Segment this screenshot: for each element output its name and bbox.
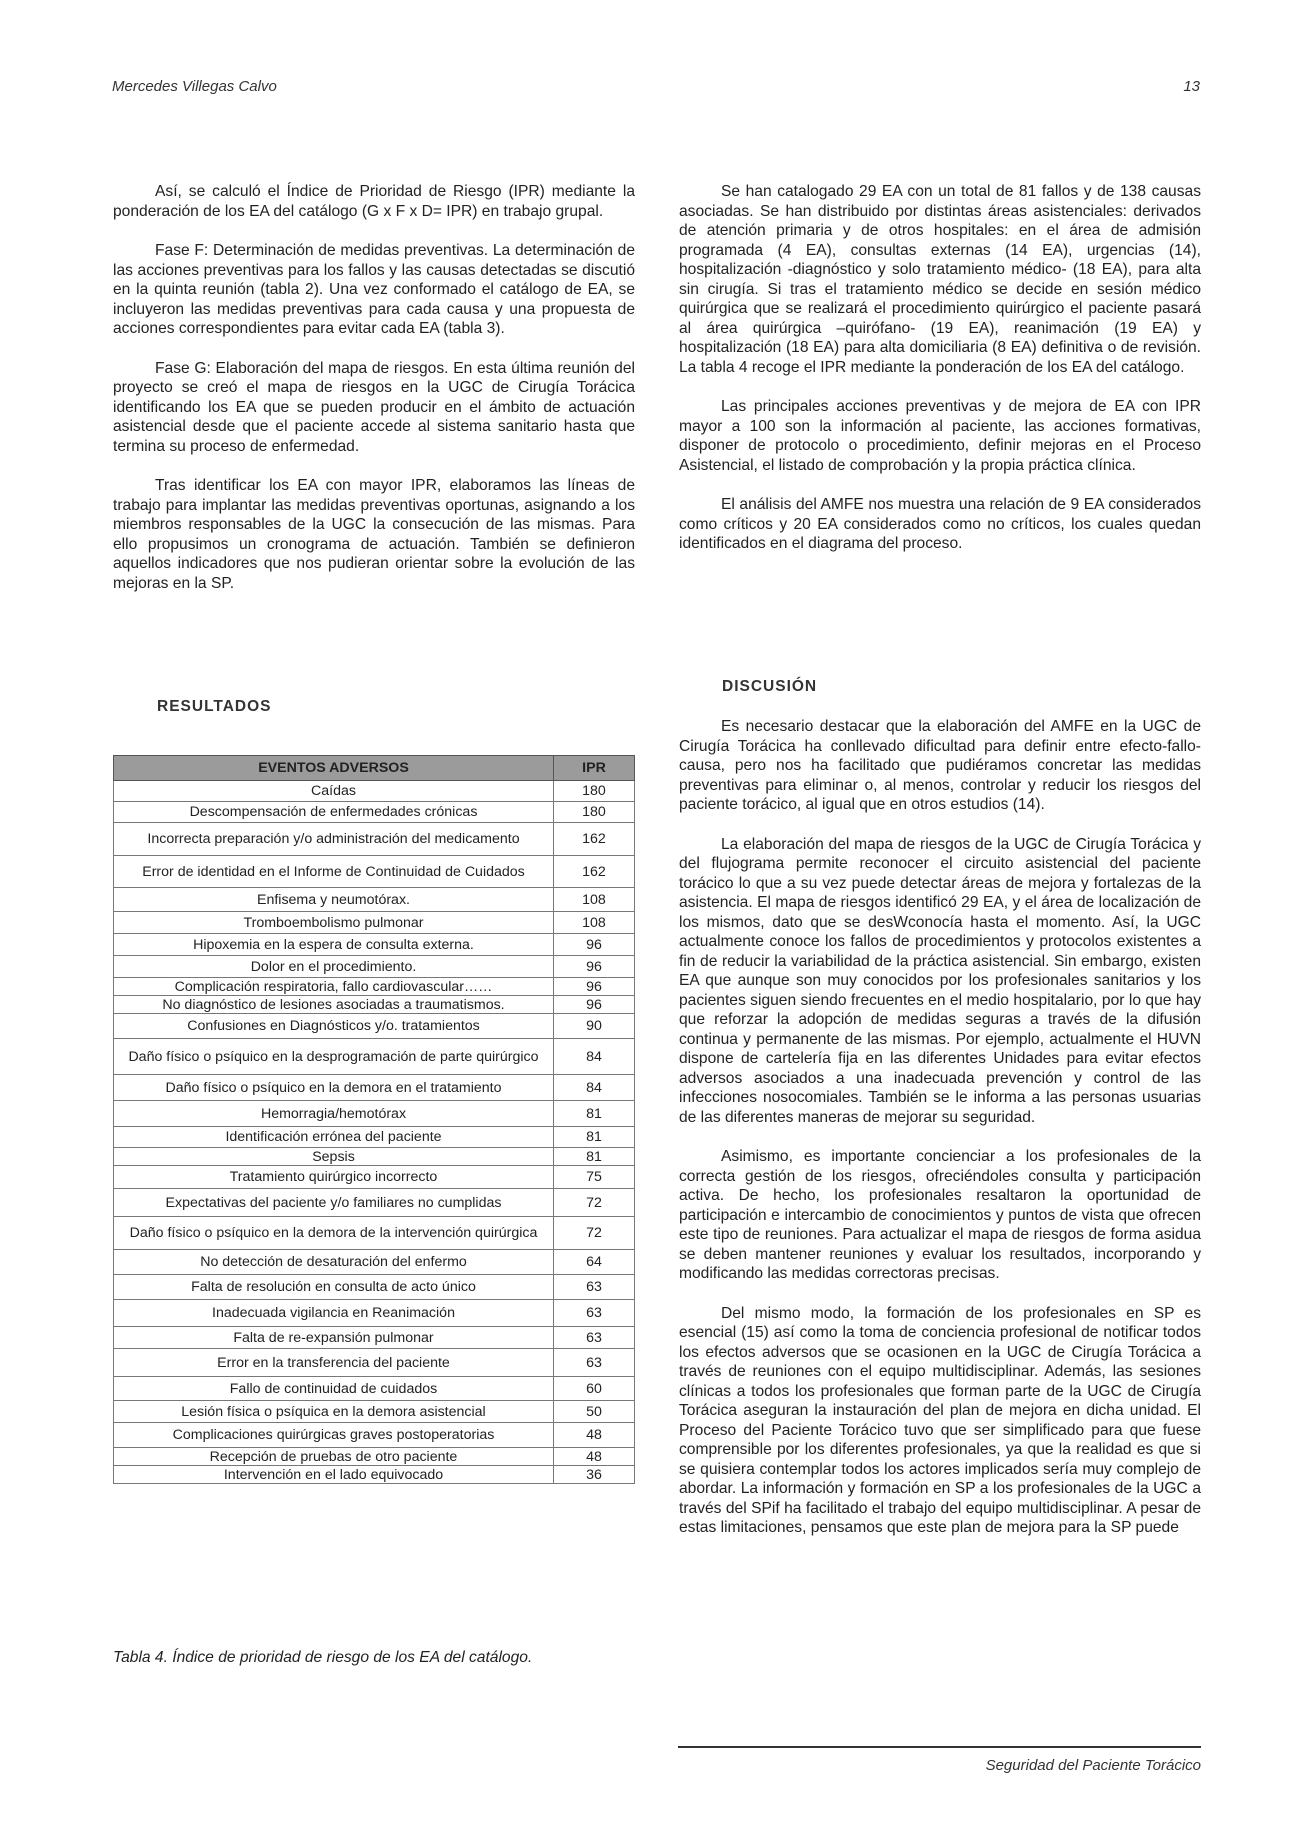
- ipr-cell: 72: [554, 1217, 635, 1250]
- ipr-cell: 90: [554, 1014, 635, 1039]
- running-footer-title: Seguridad del Paciente Torácico: [985, 1757, 1201, 1774]
- event-cell: Dolor en el procedimiento.: [114, 956, 554, 978]
- ipr-cell: 75: [554, 1166, 635, 1189]
- paragraph: Fase G: Elaboración del mapa de riesgos. En esta última reunión del proyecto se creó el mapa de riesgos en la UGC de Cirugía Torácica identificando los EA que se pueden producir en el ámbito de actuación asistencial desde que el paciente accede al sistema sanitario hasta que termina su proceso de enfermedad.: [113, 359, 635, 455]
- event-cell: Inadecuada vigilancia en Reanimación: [114, 1300, 554, 1327]
- page-number: 13: [1183, 78, 1200, 95]
- event-cell: Complicación respiratoria, fallo cardiovascular……: [114, 978, 554, 996]
- event-cell: No detección de desaturación del enfermo: [114, 1250, 554, 1275]
- table-row: [114, 1401, 635, 1423]
- table-row: [114, 1275, 635, 1300]
- paragraph: La elaboración del mapa de riesgos de la UGC de Cirugía Torácica y del flujograma permite reconocer el circuito asistencial del paciente torácico lo que a su vez puede detectar áreas de mejora y fortalezas de la asistencia. El mapa de riesgos identificó 29 EA, y el área de localización de los mismos, dato que se desWconocía hasta el momento. Así, la UGC actualmente conoce los fallos de procedimientos y protocolos existentes a fin de reducir la variabilidad de la práctica asistencial. Sin embargo, existen EA que aunque son muy conocidos por los profesionales sanitarios y los pacientes siguen siendo frecuentes en el medio hospitalario, por lo que hay que reforzar la adopción de medidas seguras a través de la difusión continua y permanente de las mismas. Por ejemplo, actualmente el HUVN dispone de cartelería fija en las diferentes Unidades para evitar efectos adversos asociados a una inadecuada prevención y control de las infecciones nosocomiales. También se le informa a las personas usuarias de las diferentes maneras de mejorar su seguridad.: [679, 835, 1201, 1126]
- table-row: [114, 781, 635, 802]
- section-heading-discusion: DISCUSIÓN: [722, 678, 818, 695]
- table-row: [114, 823, 635, 856]
- table-row: [114, 1448, 635, 1466]
- table-row: [114, 912, 635, 934]
- column-header-ipr: IPR: [554, 756, 635, 781]
- table-row: [114, 1349, 635, 1377]
- paragraph: Tras identificar los EA con mayor IPR, elaboramos las líneas de trabajo para implantar las medidas preventivas oportunas, asignando a los miembros responsables de la UGC la consecución de las mismas. Para ello propusimos un cronograma de actuación. También se definieron aquellos indicadores que nos pudieran orientar sobre la evolución de las mejoras en la SP.: [113, 477, 635, 592]
- event-cell: Tromboembolismo pulmonar: [114, 912, 554, 934]
- ipr-cell: 96: [554, 934, 635, 956]
- event-cell: Identificación errónea del paciente: [114, 1127, 554, 1148]
- table-row: [114, 1148, 635, 1166]
- event-cell: Descompensación de enfermedades crónicas: [114, 802, 554, 823]
- table-caption: Tabla 4. Índice de prioridad de riesgo de los EA del catálogo.: [113, 1649, 533, 1666]
- event-cell: Complicaciones quirúrgicas graves postoperatorias: [114, 1423, 554, 1448]
- paragraph: Es necesario destacar que la elaboración del AMFE en la UGC de Cirugía Torácica ha conllevado dificultad para definir entre efecto-fallo-causa, pero nos ha facilitado que pudiéramos concretar las medidas preventivas para eliminar o, al menos, controlar y reducir los riesgos del paciente torácico, al igual que en otros estudios (14).: [679, 718, 1201, 813]
- ipr-cell: 81: [554, 1148, 635, 1166]
- ipr-cell: 60: [554, 1377, 635, 1401]
- running-header-author: Mercedes Villegas Calvo: [112, 78, 277, 95]
- event-cell: Enfisema y neumotórax.: [114, 888, 554, 912]
- adverse-events-table: [113, 755, 635, 1484]
- event-cell: Tratamiento quirúrgico incorrecto: [114, 1166, 554, 1189]
- table-row: [114, 1217, 635, 1250]
- ipr-cell: 63: [554, 1300, 635, 1327]
- table-row: [114, 1327, 635, 1349]
- ipr-cell: 180: [554, 781, 635, 802]
- ipr-cell: 84: [554, 1039, 635, 1075]
- event-cell: Daño físico o psíquico en la demora de la intervención quirúrgica: [114, 1217, 554, 1250]
- paragraph: Se han catalogado 29 EA con un total de 81 fallos y de 138 causas asociadas. Se han distribuido por distintas áreas asistenciales: derivados de atención primaria y de otros hospitales: en el área de admisión programada (4 EA), consultas externas (14 EA), urgencias (14), hospitalización -diagnóstico y solo tratamiento médico- (18 EA), para alta sin cirugía. Si tras el tratamiento médico se decide en sesión médico quirúrgica que se realizará el procedimiento quirúrgico el paciente pasará al área quirúrgica –quirófano- (19 EA), reanimación (19 EA) y hospitalización (18 EA) para alta domiciliaria (8 EA) definitiva o de revisión. La tabla 4 recoge el IPR mediante la ponderación de los EA del catálogo.: [679, 183, 1201, 376]
- event-cell: Fallo de continuidad de cuidados: [114, 1377, 554, 1401]
- ipr-cell: 96: [554, 978, 635, 996]
- table-row: [114, 1300, 635, 1327]
- section-heading-resultados: RESULTADOS: [157, 698, 272, 715]
- ipr-cell: 84: [554, 1075, 635, 1101]
- table-row: [114, 1166, 635, 1189]
- table-row: [114, 1423, 635, 1448]
- event-cell: Hemorragia/hemotórax: [114, 1101, 554, 1127]
- ipr-cell: 48: [554, 1448, 635, 1466]
- ipr-cell: 162: [554, 823, 635, 856]
- table-header-row: [114, 756, 635, 781]
- table-row: [114, 956, 635, 978]
- footer-rule: [678, 1746, 1201, 1748]
- table-row: [114, 1039, 635, 1075]
- ipr-cell: 108: [554, 888, 635, 912]
- paragraph: Del mismo modo, la formación de los profesionales en SP es esencial (15) así como la toma de conciencia profesional de notificar todos los efectos adversos que se ocasionen en la UGC de Cirugía Torácica a través de reuniones con el equipo multidisciplinar. Además, las sesiones clínicas a todos los profesionales que forman parte de la UGC de Cirugía Torácica aseguran la instauración del plan de mejora en dicha unidad. El Proceso del Paciente Torácico tuvo que ser simplificado para que fuese comprensible por los diferentes profesionales, ya que la realidad es que si se quisiera contemplar todos los actores implicados sería muy complejo de abordar. La información y formación en SP a los profesionales de la UGC a través del SPif ha facilitado el trabajo del equipo multidisciplinar. A pesar de estas limitaciones, pensamos que este plan de mejora para la SP puede: [679, 1304, 1201, 1536]
- event-cell: Sepsis: [114, 1148, 554, 1166]
- event-cell: Hipoxemia en la espera de consulta externa.: [114, 934, 554, 956]
- table-row: [114, 1377, 635, 1401]
- table-row: [114, 934, 635, 956]
- table-body: [114, 781, 635, 1484]
- ipr-cell: 64: [554, 1250, 635, 1275]
- paragraph: Fase F: Determinación de medidas preventivas. La determinación de las acciones preventivas para los fallos y las causas detectadas se discutió en la quinta reunión (tabla 2). Una vez conformado el catálogo de EA, se incluyeron las medidas preventivas para cada causa y una propuesta de acciones correspondientes para evitar cada EA (tabla 3).: [113, 242, 635, 337]
- ipr-cell: 36: [554, 1466, 635, 1484]
- ipr-cell: 63: [554, 1275, 635, 1300]
- table-row: [114, 1101, 635, 1127]
- ipr-cell: 96: [554, 996, 635, 1014]
- table-row: [114, 1014, 635, 1039]
- ipr-cell: 81: [554, 1101, 635, 1127]
- ipr-cell: 96: [554, 956, 635, 978]
- event-cell: Error en la transferencia del paciente: [114, 1349, 554, 1377]
- event-cell: No diagnóstico de lesiones asociadas a traumatismos.: [114, 996, 554, 1014]
- event-cell: Error de identidad en el Informe de Continuidad de Cuidados: [114, 856, 554, 888]
- event-cell: Daño físico o psíquico en la desprogramación de parte quirúrgico: [114, 1039, 554, 1075]
- event-cell: Recepción de pruebas de otro paciente: [114, 1448, 554, 1466]
- paragraph: Asimismo, es importante concienciar a los profesionales de la correcta gestión de los riesgos, ofreciéndoles consulta y participación activa. De hecho, los profesionales resaltaron la oportunidad de participación e intercambio de conocimientos y puntos de vista que ofrecen este tipo de reuniones. Para actualizar el mapa de riesgos de forma asidua se deben mantener reuniones y evaluar los resultados, incorporando y modificando las medidas correctoras precisas.: [679, 1148, 1201, 1282]
- column-header-eventos: EVENTOS ADVERSOS: [114, 756, 554, 781]
- ipr-cell: 63: [554, 1327, 635, 1349]
- paragraph: El análisis del AMFE nos muestra una relación de 9 EA considerados como críticos y 20 EA considerados como no críticos, los cuales quedan identificados en el diagrama del proceso.: [679, 496, 1201, 552]
- ipr-cell: 108: [554, 912, 635, 934]
- event-cell: Daño físico o psíquico en la demora en el tratamiento: [114, 1075, 554, 1101]
- ipr-cell: 162: [554, 856, 635, 888]
- event-cell: Confusiones en Diagnósticos y/o. tratamientos: [114, 1014, 554, 1039]
- event-cell: Falta de re-expansión pulmonar: [114, 1327, 554, 1349]
- ipr-cell: 63: [554, 1349, 635, 1377]
- ipr-cell: 180: [554, 802, 635, 823]
- paragraph: Las principales acciones preventivas y de mejora de EA con IPR mayor a 100 son la información al paciente, las acciones formativas, disponer de protocolo o procedimiento, definir mejoras en el Proceso Asistencial, el listado de comprobación y la propia práctica clínica.: [679, 398, 1201, 474]
- table-row: [114, 888, 635, 912]
- ipr-cell: 50: [554, 1401, 635, 1423]
- event-cell: Caídas: [114, 781, 554, 802]
- table-row: [114, 1466, 635, 1484]
- event-cell: Incorrecta preparación y/o administración del medicamento: [114, 823, 554, 856]
- ipr-cell: 48: [554, 1423, 635, 1448]
- table-row: [114, 1075, 635, 1101]
- paragraph: Así, se calculó el Índice de Prioridad de Riesgo (IPR) mediante la ponderación de los EA del catálogo (G x F x D= IPR) en trabajo grupal.: [113, 183, 635, 220]
- ipr-cell: 81: [554, 1127, 635, 1148]
- table-row: [114, 1127, 635, 1148]
- table-row: [114, 978, 635, 996]
- table-row: [114, 802, 635, 823]
- event-cell: Lesión física o psíquica en la demora asistencial: [114, 1401, 554, 1423]
- right-column-text: [679, 182, 1201, 574]
- table-row: [114, 996, 635, 1014]
- ipr-cell: 72: [554, 1189, 635, 1217]
- table-row: [114, 1250, 635, 1275]
- table-row: [114, 856, 635, 888]
- event-cell: Expectativas del paciente y/o familiares no cumplidas: [114, 1189, 554, 1217]
- event-cell: Falta de resolución en consulta de acto único: [114, 1275, 554, 1300]
- event-cell: Intervención en el lado equivocado: [114, 1466, 554, 1484]
- discusion-text: [679, 677, 1201, 1558]
- left-column-text: [113, 182, 635, 613]
- table-row: [114, 1189, 635, 1217]
